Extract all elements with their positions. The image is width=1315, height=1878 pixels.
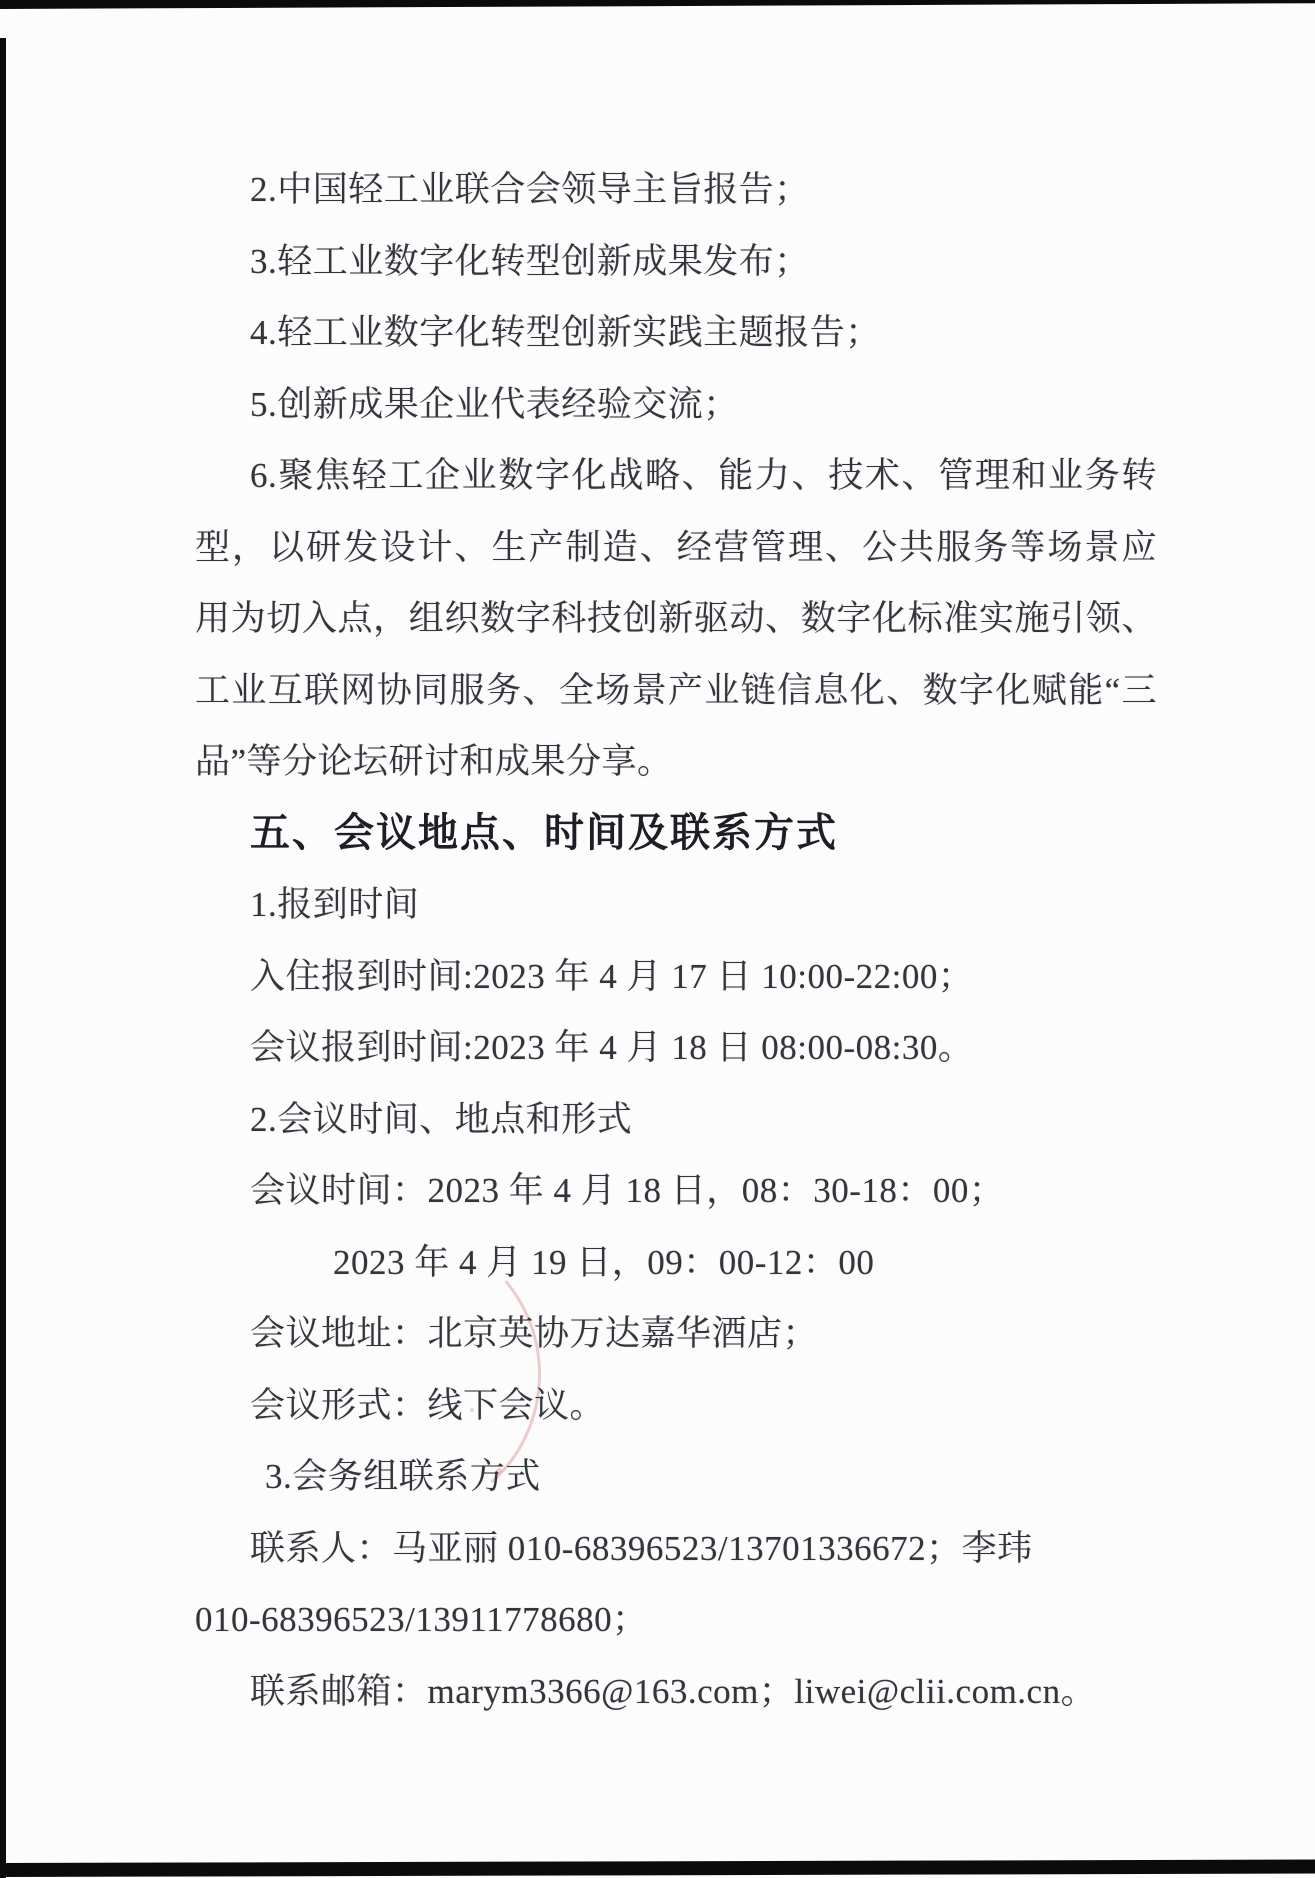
doc-line: 品”等分论坛研讨和成果分享。 [195,742,673,781]
doc-line: 会议时间：2023 年 4 月 18 日，08：30-18：00； [250,1171,1005,1210]
doc-line: 会议报到时间:2023 年 4 月 18 日 08:00-08:30。 [250,1028,974,1067]
doc-line: 工业互联网协同服务、全场景产业链信息化、数字化赋能“三 [195,670,1157,710]
doc-line: 型，以研发设计、生产制造、经营管理、公共服务等场景应 [195,527,1157,567]
doc-line: 4.轻工业数字化转型创新实践主题报告； [250,313,881,352]
doc-line: 3.轻工业数字化转型创新成果发布； [250,241,810,281]
doc-line: 2.中国轻工业联合会领导主旨报告； [250,170,810,209]
doc-line: 用为切入点，组织数字科技创新驱动、数字化标准实施引领、 [195,599,1157,638]
doc-line: 2.会议时间、地点和形式 [250,1099,633,1139]
scan-edge-top [0,0,1315,9]
document-text-block [195,154,1157,1727]
doc-line: 入住报到时间:2023 年 4 月 17 日 10:00-22:00； [250,956,974,996]
scan-edge-left [0,38,6,1878]
doc-line: 6.聚焦轻工企业数字化战略、能力、技术、管理和业务转 [250,456,1157,495]
doc-line: 3.会务组联系方式 [265,1457,541,1496]
scan-edge-bottom [0,1860,1315,1877]
doc-line: 010-68396523/13911778680； [195,1600,648,1639]
doc-line: 2023 年 4 月 19 日，09：00-12：00 [333,1242,875,1282]
doc-line: 5.创新成果企业代表经验交流； [250,384,739,424]
doc-line: 会议地址：北京英协万达嘉华酒店； [250,1314,819,1353]
doc-line: 1.报到时间 [250,885,420,924]
section-heading: 五、会议地点、时间及联系方式 [250,810,838,855]
doc-line: 会议形式：线下会议。 [250,1385,606,1425]
doc-line: 联系邮箱：marym3366@163.com；liwei@clii.com.cn。 [250,1671,1097,1711]
doc-line: 联系人：马亚丽 010-68396523/13701336672；李玮 [250,1528,1033,1568]
